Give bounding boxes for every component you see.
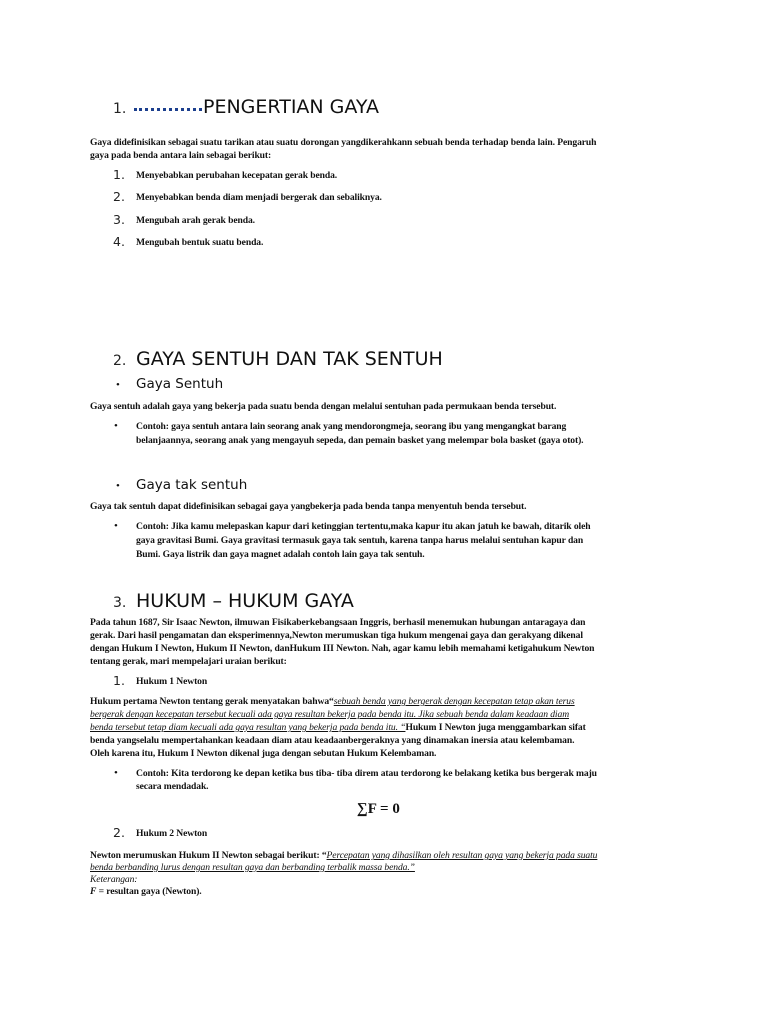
list-item: Menyebabkan perubahan kecepatan gerak benda. xyxy=(136,170,338,181)
law-1-title: Hukum 1 Newton xyxy=(136,676,208,687)
gaya-sentuh-example-line-2: belanjaannya, seorang anak yang mengayuh sepeda, dan pemain basket yang melempar bola basket (gaya otot). xyxy=(136,435,584,446)
formula-newton-1: ∑F = 0 xyxy=(357,801,400,817)
law-1-rest: Hukum I Newton juga menggambarkan sifat xyxy=(405,722,586,733)
list-item-number: 1. xyxy=(113,167,125,182)
section-1-title: PENGERTIAN GAYA xyxy=(203,96,380,118)
section-1-heading xyxy=(134,96,379,118)
section-1-number: 1. xyxy=(113,101,127,117)
section-3-intro-line-4: tentang gerak, mari mempelajari uraian berikut: xyxy=(90,656,287,667)
law-1-number: 1. xyxy=(113,673,125,688)
bullet-icon: • xyxy=(114,767,118,779)
keterangan-label: Keterangan: xyxy=(90,874,138,885)
law-1-quote-3: benda tersebut tetap diam kecuali ada gaya resultan yang bekerja pada benda itu. “ xyxy=(90,722,406,733)
subsection-gaya-sentuh-title: Gaya Sentuh xyxy=(136,376,224,392)
law-1-prefix: Hukum pertama Newton tentang gerak menyatakan bahwa“ xyxy=(90,696,334,707)
gaya-tak-sentuh-example-line-2: gaya gravitasi Bumi. Gaya gravitasi termasuk gaya tak sentuh, karena tanpa harus melalui sentuhan kapur dan xyxy=(136,535,584,546)
bullet-icon: • xyxy=(114,520,118,532)
f-definition xyxy=(90,886,202,899)
section-3-intro-line-1: Pada tahun 1687, Sir Isaac Newton, ilmuwan Fisikaberkebangsaan Inggris, berhasil menemukan hubungan antaragaya dan xyxy=(90,617,586,628)
law-1-quote-1: sebuah benda yang bergerak dengan kecepatan tetap akan terus xyxy=(333,696,575,707)
gaya-sentuh-example-line-1: Contoh: gaya sentuh antara lain seorang anak yang mendorongmeja, seorang ibu yang mengangkat barang xyxy=(136,421,567,432)
gaya-tak-sentuh-desc: Gaya tak sentuh dapat didefinisikan sebagai gaya yangbekerja pada benda tanpa menyentuh benda tersebut. xyxy=(90,501,527,512)
law-2-number: 2. xyxy=(113,825,125,840)
section-1-intro-line-1: Gaya didefinisikan sebagai suatu tarikan atau suatu dorongan yangdikerahkann sebuah benda terhadap benda lain. Pengaruh xyxy=(90,137,597,148)
gaya-tak-sentuh-example-line-1: Contoh: Jika kamu melepaskan kapur dari ketinggian tertentu,maka kapur itu akan jatuh ke bawah, ditarik oleh xyxy=(136,521,591,532)
law-1-example-line-1: Contoh: Kita terdorong ke depan ketika bus tiba- tiba direm atau terdorong ke belakang ketika bus bergerak maju xyxy=(136,768,597,779)
section-1-intro-line-2: gaya pada benda antara lain sebagai berikut: xyxy=(90,150,272,161)
gaya-sentuh-desc: Gaya sentuh adalah gaya yang bekerja pada suatu benda dengan melalui sentuhan pada permukaan benda tersebut. xyxy=(90,401,557,412)
subsection-gaya-tak-sentuh-title: Gaya tak sentuh xyxy=(136,477,248,493)
bullet-icon: • xyxy=(114,420,118,432)
law-1-example-line-2: secara mendadak. xyxy=(136,781,209,792)
section-3-title: HUKUM – HUKUM GAYA xyxy=(136,590,354,612)
section-2-title: GAYA SENTUH DAN TAK SENTUH xyxy=(136,348,443,370)
list-item: Mengubah arah gerak benda. xyxy=(136,215,255,226)
section-3-number: 3. xyxy=(113,595,127,611)
f-variable: F xyxy=(90,886,97,897)
law-2-text-line-1 xyxy=(90,850,597,863)
list-item-number: 3. xyxy=(113,212,125,227)
section-3-intro-line-2: gerak. Dari hasil pengamatan dan eksperimennya,Newton merumuskan tiga hukum mengenai gaya dan gerakyang dikenal xyxy=(90,630,583,641)
law-1-text-line-4: benda yangselalu mempertahankan keadaan diam atau keadaanbergeraknya yang dinamakan inersia atau kelembaman. xyxy=(90,735,575,746)
bullet-icon: • xyxy=(116,379,120,391)
law-1-text-line-1 xyxy=(90,696,575,709)
section-3-intro-line-3: dengan Hukum I Newton, Hukum II Newton, danHukum III Newton. Nah, agar kamu lebih memahami ketigahukum Newton xyxy=(90,643,595,654)
list-item: Menyebabkan benda diam menjadi bergerak dan sebaliknya. xyxy=(136,192,382,203)
law-2-title: Hukum 2 Newton xyxy=(136,828,208,839)
f-description: = resultan gaya (Newton). xyxy=(96,886,202,897)
law-1-text-line-2 xyxy=(90,709,569,722)
list-item: Mengubah bentuk suatu benda. xyxy=(136,237,264,248)
law-2-text-line-2 xyxy=(90,862,415,875)
gaya-tak-sentuh-example-line-3: Bumi. Gaya listrik dan gaya magnet adalah contoh lain gaya tak sentuh. xyxy=(136,549,425,560)
law-1-text-line-3 xyxy=(90,722,586,735)
law-1-quote-2: bergerak dengan kecepatan tersebut kecuali ada gaya resultan bekerja pada benda itu. Jika sebuah benda dalam keadaan diam xyxy=(90,709,570,720)
dotted-underline-mark xyxy=(134,105,202,111)
list-item-number: 2. xyxy=(113,189,125,204)
law-1-text-line-5: Oleh karena itu, Hukum I Newton dikenal juga dengan sebutan Hukum Kelembaman. xyxy=(90,748,437,759)
section-2-number: 2. xyxy=(113,353,127,369)
law-2-prefix: Newton merumuskan Hukum II Newton sebagai berikut: “ xyxy=(90,850,327,861)
law-2-quote-1: Percepatan yang dihasilkan oleh resultan gaya yang bekerja pada suatu xyxy=(326,850,598,861)
list-item-number: 4. xyxy=(113,234,125,249)
law-2-quote-2: benda berbanding lurus dengan resultan gaya dan berbanding terbalik massa benda.” xyxy=(90,862,415,873)
bullet-icon: • xyxy=(116,480,120,492)
